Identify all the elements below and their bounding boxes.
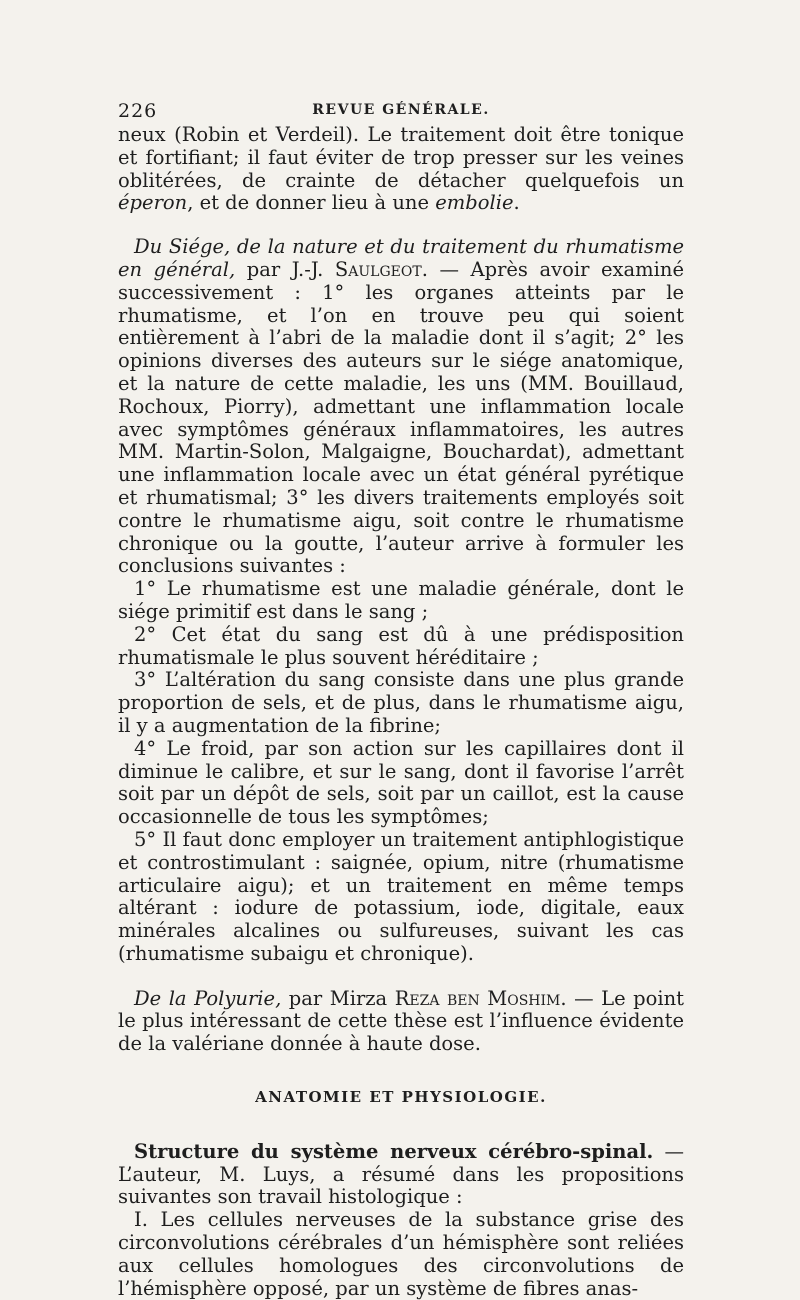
entry-by: par Mirza xyxy=(281,986,395,1010)
entry-author: Saulgeot xyxy=(334,257,422,281)
entry-text: . — Le point le plus intéressant de cette thèse est l’influence évidente de la valériane donnée à haute dose. xyxy=(118,986,684,1056)
entry-rhumatisme xyxy=(118,236,684,578)
continuation-text: neux (Robin et Verdeil). Le traitement doit être tonique et fortifiant; il faut éviter de trop presser sur les veines oblitérées, de crainte de détacher quelquefois un xyxy=(118,123,684,192)
entry-text: . — Après avoir examiné successivement : 1° les organes atteints par le rhumatisme, et l’on en trouve peu qui soient entièrement à l’abri de la maladie dont il s’agit; 2° les opinions diverses des auteurs sur le siége anatomique, et la nature de cette maladie, les uns (MM. Bouillaud, Rochoux, Piorry), admettant une inflammation locale avec symptômes généraux inflammatoires, les autres MM. Martin-Solon, Malgaigne, Bouchardat), admettant une inflammation locale avec un état général pyrétique et rhumatismal; 3° les divers traitements employés soit contre le rhumatisme aigu, soit contre le rhumatisme chronique ou la goutte, l’auteur arrive à formuler les conclusions suivantes : xyxy=(118,257,684,578)
continuation-text-end: . xyxy=(513,191,520,215)
running-title: REVUE GÉNÉRALE. xyxy=(312,102,490,118)
emphasis-eperon: éperon xyxy=(118,191,188,215)
emphasis-embolie: embolie xyxy=(435,191,514,215)
conclusion-3: 3° L’altération du sang consiste dans une plus grande proportion de sels, et de plus, dans le rhumatisme aigu, il y a augmentation de la fibrine; xyxy=(118,668,684,737)
entry-polyurie xyxy=(118,988,684,1056)
continuation-paragraph xyxy=(118,124,684,215)
entry-title: Du Siége, de la nature et du traitement du rhumatisme en général, xyxy=(118,235,684,281)
conclusion-2: 2° Cet état du sang est dû à une prédisposition rhumatismale le plus souvent héréditaire ; xyxy=(118,622,684,669)
section-heading: ANATOMIE ET PHYSIOLOGIE. xyxy=(255,1088,547,1107)
entry-text: — L’auteur, M. Luys, a résumé dans les propositions suivantes son travail histologique : xyxy=(118,1139,684,1209)
page-number: 226 xyxy=(118,100,158,122)
proposition-1: I. Les cellules nerveuses de la substance grise des circonvolutions cérébrales d’un hémisphère sont reliées aux cellules homologues des circonvolutions de l’hémisphère opposé, par un système de fibres anas- xyxy=(118,1208,684,1300)
conclusion-5: 5° Il faut donc employer un traitement antiphlogistique et controstimulant : saignée, opium, nitre (rhumatisme articulaire aigu); et un traitement en même temps altérant : iodure de potassium, iode, digitale, eaux minérales alcalines ou sulfureuses, suivant les cas (rhumatisme subaigu et chronique). xyxy=(118,827,684,965)
continuation-text-mid: , et de donner lieu à une xyxy=(187,191,436,215)
entry-title: De la Polyurie, xyxy=(134,986,282,1010)
entry-structure xyxy=(118,1141,684,1209)
entry-title: Structure du système nerveux cérébro-spinal. xyxy=(134,1139,654,1163)
entry-author: Reza ben Moshim xyxy=(394,986,561,1010)
entry-by: par J.-J. xyxy=(235,257,335,281)
conclusion-4: 4° Le froid, par son action sur les capillaires dont il diminue le calibre, et sur le sang, dont il favorise l’arrêt soit par un dépôt de sels, soit par un caillot, est la cause occasionnelle de tous les symptômes; xyxy=(118,736,684,829)
conclusion-1: 1° Le rhumatisme est une maladie générale, dont le siége primitif est dans le sang ; xyxy=(118,577,684,623)
page-body xyxy=(118,124,684,1300)
